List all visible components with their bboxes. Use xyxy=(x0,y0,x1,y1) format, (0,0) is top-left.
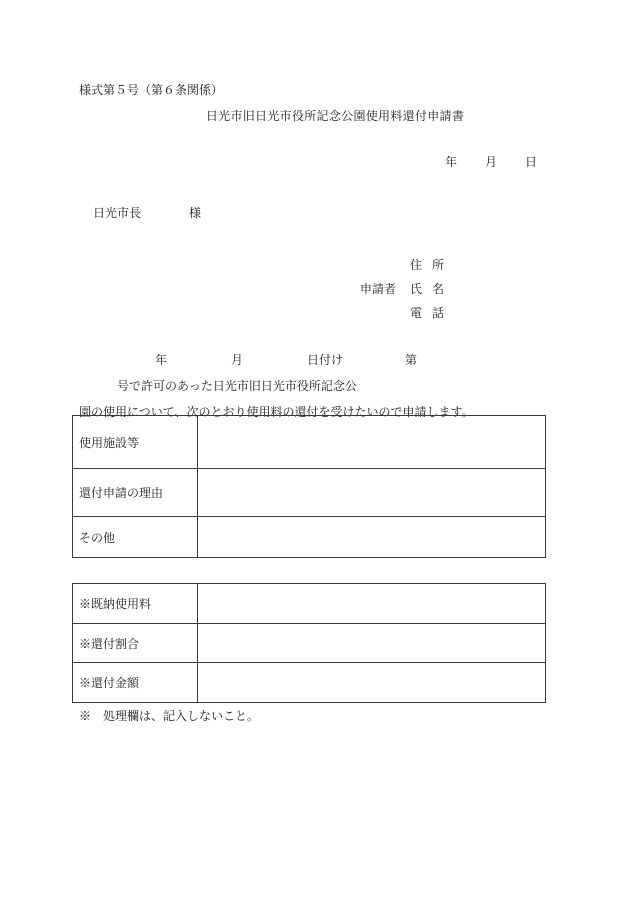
processing-table xyxy=(72,583,546,703)
date-year-label: 年 xyxy=(444,155,457,169)
other-field[interactable] xyxy=(198,517,546,558)
date-line xyxy=(445,156,537,168)
application-statement xyxy=(79,347,554,425)
application-table xyxy=(72,415,546,558)
form-number: 様式第５号（第６条関係） xyxy=(79,83,224,97)
table-row xyxy=(73,517,546,558)
refund-reason-label: 還付申請の理由 xyxy=(73,469,198,517)
addressee-name: 日光市長 xyxy=(93,206,142,220)
table-row xyxy=(73,624,546,663)
refund-reason-field[interactable] xyxy=(198,469,546,517)
refund-amount-label: ※還付金額 xyxy=(73,663,198,703)
processing-note: ※ 処理欄は、記入しないこと。 xyxy=(79,709,260,723)
table-row xyxy=(73,584,546,624)
table-row xyxy=(73,663,546,703)
table-row xyxy=(73,416,546,469)
paid-fee-field[interactable] xyxy=(198,584,546,624)
statement-number-prefix: 第 xyxy=(405,353,418,367)
facility-field[interactable] xyxy=(198,416,546,469)
applicant-block xyxy=(360,253,454,325)
other-label: その他 xyxy=(73,517,198,558)
paid-fee-label: ※既納使用料 xyxy=(73,584,198,624)
facility-label: 使用施設等 xyxy=(73,416,198,469)
statement-line-1 xyxy=(79,347,554,399)
refund-ratio-field[interactable] xyxy=(198,624,546,663)
addressee xyxy=(93,207,201,219)
address-label: 住所 xyxy=(410,258,455,272)
date-day-label: 日 xyxy=(524,155,537,169)
table-row xyxy=(73,469,546,517)
document-title: 日光市旧日光市役所記念公園使用料還付申請書 xyxy=(205,109,465,123)
applicant-prefix: 申請者 xyxy=(360,282,397,296)
statement-day: 日付け xyxy=(307,353,344,367)
name-label: 氏名 xyxy=(410,282,455,296)
date-month-label: 月 xyxy=(484,155,497,169)
statement-month: 月 xyxy=(231,353,244,367)
statement-line-1-tail: 号で許可のあった日光市旧日光市役所記念公 xyxy=(117,379,357,393)
phone-label: 電話 xyxy=(410,306,455,320)
statement-year: 年 xyxy=(155,353,168,367)
refund-amount-field[interactable] xyxy=(198,663,546,703)
addressee-honorific: 様 xyxy=(189,206,202,220)
refund-ratio-label: ※還付割合 xyxy=(73,624,198,663)
statement-line-2: 園の使用について、次のとおり使用料の還付を受けたいので申請します。 xyxy=(79,405,474,419)
